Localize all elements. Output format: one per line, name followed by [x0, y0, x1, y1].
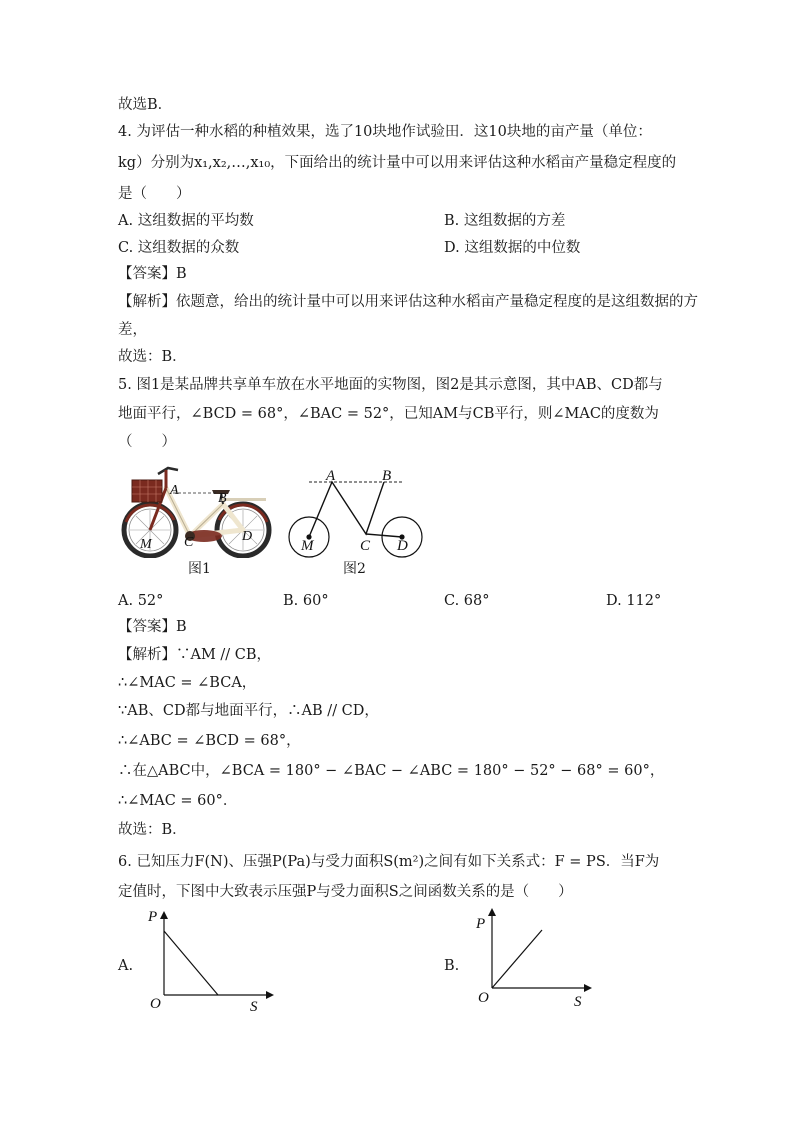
q4-option-a: A. 这组数据的平均数 — [118, 213, 254, 229]
q4-stem-line1: 4. 为评估一种水稻的种植效果，选了10块地作试验田．这10块地的亩产量（单位： — [118, 124, 652, 140]
fig1-caption: 图1 — [188, 561, 211, 577]
schematic-figure — [284, 462, 429, 562]
q4-conclusion: 故选：B． — [118, 349, 187, 365]
graph-option-b — [470, 900, 600, 1010]
q5-option-b: B. 60° — [283, 593, 329, 609]
graph-a-origin: O — [150, 996, 161, 1012]
q4-option-c: C. 这组数据的众数 — [118, 240, 240, 256]
fig2-label-b: B — [382, 468, 392, 484]
q4-answer: 【答案】B — [118, 266, 187, 282]
fig2-label-a: A — [326, 468, 336, 484]
q5-option-d: D. 112° — [606, 593, 662, 609]
q6-stem-line2: 定值时，下图中大致表示压强P与受力面积S之间函数关系的是（ ） — [118, 884, 573, 900]
q5-conclusion: 故选：B． — [118, 822, 187, 838]
q4-analysis-line1: 【解析】依题意，给出的统计量中可以用来评估这种水稻亩产量稳定程度的是这组数据的方 — [118, 294, 698, 310]
graph-b-axis-s: S — [574, 994, 582, 1010]
fig1-label-c: C — [184, 535, 194, 550]
q5-solution-line3: ∵AB、CD都与地面平行，∴AB // CD， — [118, 703, 379, 719]
q4-stem-line2: kg）分别为x₁,x₂,…,x₁₀，下面给出的统计量中可以用来评估这种水稻亩产量稳定程度的 — [118, 155, 677, 171]
q5-solution-line2: ∴∠MAC = ∠BCA， — [118, 675, 257, 691]
bicycle-photo-figure — [118, 458, 278, 558]
graph-option-a — [140, 905, 280, 1015]
fig2-caption: 图2 — [343, 561, 366, 577]
q5-solution-line6: ∴∠MAC = 60°． — [118, 793, 238, 809]
q4-option-d: D. 这组数据的中位数 — [444, 240, 581, 256]
graph-a-axis-s: S — [250, 999, 258, 1015]
q5-option-a: A. 52° — [118, 593, 164, 609]
fig1-label-b: B — [218, 491, 227, 506]
q4-stem-line3: 是（ ） — [118, 186, 191, 202]
graph-b-axis-p: P — [476, 916, 486, 932]
q5-answer: 【答案】B — [118, 619, 187, 635]
q4-option-b: B. 这组数据的方差 — [444, 213, 566, 229]
q5-solution-line5: ∴在△ABC中，∠BCA = 180° − ∠BAC − ∠ABC = 180° − 52° − 68° = 60°， — [118, 763, 665, 779]
fig2-label-c: C — [360, 538, 371, 554]
fig2-label-d: D — [397, 538, 408, 554]
graph-b-origin: O — [478, 990, 489, 1006]
fig1-label-m: M — [140, 537, 152, 552]
q6-stem-line1: 6. 已知压力F(N)、压强P(Pa)与受力面积S(m²)之间有如下关系式：F = PS．当F为 — [118, 854, 660, 870]
q5-stem-line3: （ ） — [118, 434, 176, 450]
fig1-label-d: D — [242, 529, 253, 544]
q5-option-c: C. 68° — [444, 593, 490, 609]
fig1-label-a: A — [170, 483, 179, 498]
fig2-label-m: M — [301, 538, 314, 554]
q5-stem-line2: 地面平行，∠BCD = 68°，∠BAC = 52°，已知AM与CB平行，则∠MAC的度数为 — [118, 406, 659, 422]
q6-option-b: B. — [444, 958, 460, 974]
q5-stem-line1: 5. 图1是某品牌共享单车放在水平地面的实物图，图2是其示意图，其中AB、CD都与 — [118, 377, 663, 393]
q4-analysis-line2: 差， — [118, 322, 147, 338]
q5-solution-line4: ∴∠ABC = ∠BCD = 68°， — [118, 733, 301, 749]
graph-a-axis-p: P — [148, 909, 158, 925]
q6-option-a: A. — [118, 958, 134, 974]
q3-conclusion: 故选B． — [118, 97, 173, 113]
q5-solution-line1: 【解析】∵AM // CB， — [118, 647, 272, 663]
